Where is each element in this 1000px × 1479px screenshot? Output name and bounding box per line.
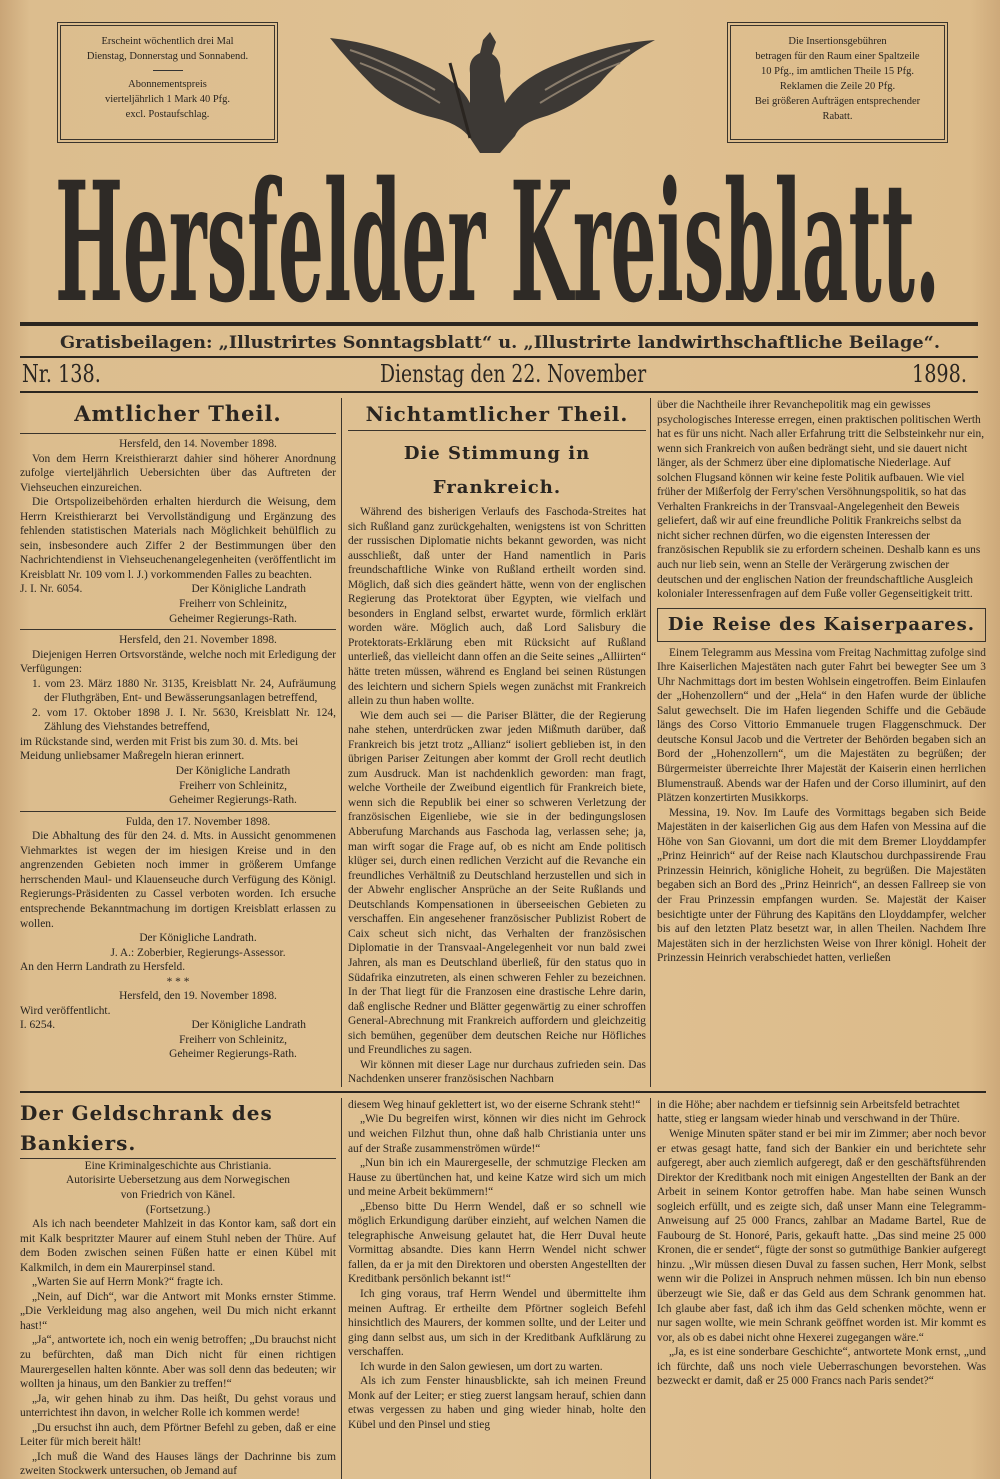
section-heading: Amtlicher Theil. xyxy=(74,401,282,426)
signature-line: Freiherr von Schleinitz, xyxy=(179,1033,287,1046)
story-title: Der Geldschrank des Bankiers. xyxy=(20,1098,336,1159)
translation-note: Autorisirte Uebersetzung aus dem Norwegischen xyxy=(66,1174,290,1187)
paragraph: „Warten Sie auf Herrn Monk?“ fragte ich. xyxy=(32,1276,224,1289)
signature-line: Der Königliche Landrath xyxy=(191,583,306,596)
divider xyxy=(20,811,336,812)
publication-days: Dienstag, Donnerstag und Sonnabend. xyxy=(86,51,249,62)
paragraph: Von dem Herrn Kreisthierarzt dahier sind höherer Anordnung zufolge vierteljährlich Uebersichten über das Auftreten der Viehseuchen einzureichen. xyxy=(20,452,336,494)
story-subtitle: Eine Kriminalgeschichte aus Christiania. xyxy=(84,1159,272,1172)
translator: von Friedrich von Känel. xyxy=(120,1188,236,1201)
paragraph: „Nun bin ich ein Maurergeselle, der schmutzige Flecken am Hause zu übertünchen hat, und keine Katze wird sich um mich und meine Arbeit bekümmern!“ xyxy=(348,1157,646,1199)
paragraph: An den Herrn Landrath zu Hersfeld. xyxy=(20,961,186,974)
paragraph: „Ja, wir gehen hinab zu ihm. Das heißt, Du gehst voraus und unterrichtest ihn davon, in welcher Rolle ich kommen werde! xyxy=(20,1392,336,1420)
official-notices xyxy=(20,437,336,1062)
lower-columns xyxy=(20,1098,986,1479)
divider xyxy=(20,1091,986,1093)
signature-line: Freiherr von Schleinitz, xyxy=(179,598,287,611)
paragraph: in die Höhe; aber nachdem er tiefsinnig sein Arbeitsfeld betrachtet hatte, stieg er langsam wieder hinab und verschwand in der Thüre. xyxy=(657,1098,960,1126)
publication-frequency: Erscheint wöchentlich drei Mal xyxy=(101,36,234,47)
supplements-text: Gratisbeilagen: „Illustrirtes Sonntagsblatt“ u. „Illustrirte landwirthschaftliche Beilage“. xyxy=(60,333,940,353)
signature-line: Der Königliche Landrath xyxy=(175,765,291,778)
paragraph: im Rückstande sind, werden mit Frist bis zum 30. d. Mts. bei Meidung unliebsamer Maßregeln hieran erinnert. xyxy=(20,735,299,763)
text-line xyxy=(20,582,336,597)
paragraph: Ich ging voraus, traf Herrn Wendel und übermittelte ihm meinen Auftrag. Er ertheilte dem Pförtner sogleich Befehl hinsichtlich des Maurers, der kommen sollte, und der Leiter und ging dann selbst aus, um sich in der Kreditbank Aufklärung zu verschaffen. xyxy=(348,1287,646,1359)
paragraph: Während des bisherigen Verlaufs des Faschoda-Streites hat sich Rußland ganz zurückgehalten, wenigstens ist von Schritten der russischen Diplomatie nichts bekannt geworden, was nicht ausschließt, daß unter der Hand namentlich in Paris freundschaftliche Winke von Rußland ertheilt worden sind. Möglich, daß sich dies geändert hätte, wenn von der englischen Regierung das Protektorat über Egypten, wie vielfach und besonders in England selbst, erwartet wurde, förmlich erklärt worden wäre. Möglich auch, daß Lord Salisbury die Protektorats-Erklärung eben mit Rücksicht auf Rußland unterließ, das vielleicht dann offen an die Seite seines „Alliirten“ hätte treten müssen, während es England bei seinen Rüstungen des leichtern und sichern Spiels wegen zunächst mit Frankreich allein zu thun haben wollte. xyxy=(348,506,646,708)
dateline: Fulda, den 17. November 1898. xyxy=(125,815,271,828)
official-section xyxy=(20,398,341,1087)
signature-line: Geheimer Regierungs-Rath. xyxy=(169,612,297,625)
section-heading: Nichtamtlicher Theil. xyxy=(348,398,646,431)
paragraph: Messina, 19. Nov. Im Laufe des Vormittags begaben sich Beide Majestäten in der kaiserlichen Gig aus dem Hafen von Messina auf die Höhe von San Giovanni, um dort die mit dem Bremer Lloyddampfer „Prinz Heinrich“ auf der Reise nach Klautschou durchpassirende Frau Prinzessin Heinrich, königliche Hoheit, zu begrüßen. Die Majestäten begaben sich an Bord des „Prinz Heinrich“, an dessen Fallreep sie von der Frau Prinzessin empfangen wurden. Se. Majestät der Kaiser besichtigte unter der Führung des Kapitäns den Lloyddampfer, welcher bis auf den letzten Platz besetzt war, in allen Theilen. Nachdem Ihre Majestäten sich in der herzlichsten Weise von Ihrer königl. Hoheit der Prinzessin Heinrich verabschiedet hatten, verließen xyxy=(657,806,986,965)
paragraph: „Ebenso bitte Du Herrn Wendel, daß er so schnell wie möglich Erkundigung darüber einzieht, auf welchen Namen die telegraphische Anweisung gelautet hat, die Herr Duval heute Vormittag absandte. Dies kann Herrn Wendel nicht schwer fallen, da er ja mit den Direktoren und obersten Angestellten der Kreditbank persönlich bekannt ist!“ xyxy=(348,1200,646,1286)
article-headline: Die Reise des Kaiserpaares. xyxy=(667,613,976,635)
rates-heading: Die Insertionsgebühren xyxy=(788,36,887,47)
story-body xyxy=(20,1217,336,1479)
subscription-label: Abonnementspreis xyxy=(128,79,207,90)
rates-line: Reklamen die Zeile 20 Pfg. xyxy=(779,81,896,92)
dateline: J. A.: Zoberbier, Regierungs-Assessor. xyxy=(110,946,286,959)
rates-line: betragen für den Raum einer Spaltzeile xyxy=(755,51,920,62)
continuation-note: (Fortsetzung.) xyxy=(145,1203,211,1216)
divider xyxy=(20,629,336,630)
paragraph: „Ich muß die Wand des Hauses längs der Dachrinne bis zum zweiten Stockwerk untersuchen, ob Jemand auf xyxy=(20,1450,336,1478)
text-line: * * * xyxy=(166,975,190,988)
article-headline: Die Stimmung in Frankreich. xyxy=(403,443,591,498)
serial-story-column-2 xyxy=(341,1098,650,1479)
story-body xyxy=(348,1098,646,1433)
article-body xyxy=(657,646,986,966)
dateline: Hersfeld, den 21. November 1898. xyxy=(119,634,277,647)
signature-line: Der Königliche Landrath xyxy=(191,1019,306,1032)
headline-box xyxy=(657,608,986,642)
dateline: Hersfeld, den 19. November 1898. xyxy=(119,990,277,1003)
paragraph: Wenige Minuten später stand er bei mir im Zimmer; aber noch bevor er etwas gesagt hatte, fand sich der Bankier ein und berichtete sehr aufgeregt, aber auch ziemlich aufgeregt, daß er den geschäftsführenden Direktor der Kreditbank noch mit einigen Angestellten der Bank an der Arbeit in seinem Kontor getroffen habe. Man habe seinen Wunsch sogleich erfüllt, und es zeigte sich, daß unser Mann eine Telegramm-Anweisung auf 25 000 Francs, zahlbar an Madame Bartel, Rue de Faubourg de St. Honoré, Paris, gekauft hatte. „Das sind meine 25 000 Kronen, die er sendet“, fügte der sonst so gutmüthige Bankier aufgeregt hinzu. „Wir müssen diesen Duval zu fassen suchen, Herr Monk, selbst wenn wir die Polizei in Anspruch nehmen müssen. Ich bin nun ebenso überzeugt wie Sie, daß er das Geld aus dem Schrank genommen hat. Ich glaube aber fast, daß ich ihm das Geld schenken möchte, wenn er nur sagen wollte, wie mein Schrank geöffnet worden ist. Mir kommt es vor, als ob es dabei nicht ohne Hexerei zugegangen wäre.“ xyxy=(657,1127,986,1344)
paragraph: Wir können mit dieser Lage nur durchaus zufrieden sein. Das Nachdenken unserer französischen Nachbarn xyxy=(348,1058,646,1086)
subscription-price: vierteljährlich 1 Mark 40 Pfg. xyxy=(104,94,231,105)
rates-line: Bei größeren Aufträgen entsprechender xyxy=(754,96,921,107)
paragraph: Diejenigen Herren Ortsvorstände, welche noch mit Erledigung der Verfügungen: xyxy=(20,648,336,676)
paragraph: „Du ersuchst ihn auch, dem Pförtner Befehl zu geben, daß er eine Leiter für mich bereit hält! xyxy=(20,1421,336,1449)
list-item: 2. vom 17. Oktober 1898 J. I. Nr. 5630, Kreisblatt Nr. 124, Zählung des Viehstandes betreffend, xyxy=(32,706,336,734)
paragraph: Wie dem auch sei — die Pariser Blätter, die der Regierung nahe stehen, unterdrücken zwar jeden Mißmuth darüber, daß Frankreich bis jetzt trotz „Allianz“ isoliert geblieben ist, in den übrigen Pariser Zeitungen aber kommt der Groll recht deutlich zum Ausdruck. Man ist nachdenklich geworden: man fragt, welche Vortheile der Zweibund eigentlich für Frankreich biete, wenn sich die Republik bei einer so schweren Verletzung der französischen Eigenliebe, wie sie in der bedingungslosen Abberufung Marchands aus Faschoda lag, verlassen sehe; ja, man wirft sogar die Frage auf, ob es nicht am Ende politisch klüger sei, durch einen redlichen Verzicht auf die Revanche ein freundliches Verhältniß zu Deutschland herzustellen und sich in der Abwehr englischer Ansprüche an der Seite Rußlands und Deutschlands Kompensationen in überseeischen Gebieten zu verschaffen. Ein angesehener französischer Publizist Robert de Caix scheut sich nicht, das Verhalten der französischen Diplomatie in der Transvaal-Angelegenheit vor nun bald zwei Jahren, als man es Deutschland überließ, für den status quo in Südafrika einzutreten, als einen schweren Fehler zu bezeichnen. In der That liegt für die Franzosen eine drastische Lehre darin, daß englische Redner und Blätter gegenwärtig zu einer schroffen General-Abrechnung mit Frankreich auffordern und gleichzeitig sich bemühen, gegenüber dem deutschen Reiche nur Höfliches und Freundliches zu sagen. xyxy=(348,709,646,1057)
paragraph: „Wie Du begreifen wirst, können wir dies nicht im Gehrock und weichen Filzhut thun, ohne daß halb Christiania unter uns auf der Straße zusammenströmen würde!“ xyxy=(348,1113,646,1155)
article-body xyxy=(348,505,646,1087)
paragraph: Die Ortspolizeibehörden erhalten hierdurch die Weisung, dem Herrn Kreisthierarzt bei Vervollständigung und Ergänzung des fehlenden statistischen Materials nach Möglichkeit behülflich zu sein, insbesondere auch Ziffer 2 der Bestimmungen über den Nachrichtendienst in Viehseuchenangelegenheiten (veröffentlicht im Kreisblatt Nr. 109 vom l. J.) vorkommenden Falles zu beachten. xyxy=(20,496,336,581)
paragraph: Die Abhaltung des für den 24. d. Mts. in Aussicht genommenen Viehmarktes ist wegen der im hiesigen Kreise und in den angrenzenden Gebieten noch immer in größerem Umfange herrschenden Maul- und Klauenseuche durch Verfügung des Königl. Regierungs-Präsidenten zu Cassel verboten worden. Ich ersuche entsprechende Bekanntmachung im dortigen Kreisblatt erlassen zu wollen. xyxy=(20,830,336,930)
reference-number: I. 6254. xyxy=(20,1019,56,1032)
paragraph: „Ja, es ist eine sonderbare Geschichte“, antwortete Monk ernst, „und ich fürchte, daß uns noch viele Ueberraschungen bevorstehen. Was bezweckt er damit, daß er 25 000 Francs nach Paris sendet?“ xyxy=(657,1346,986,1388)
paragraph: Als ich nach beendeter Mahlzeit in das Kontor kam, saß dort ein mit Kalk bespritzter Maurer auf einem Stuhl neben der Thüre. Auf dem Boden zwischen seinen Füßen hatte er einen Kübel mit Kalkmilch, in dem ein Maurerpinsel stand. xyxy=(20,1218,336,1274)
paragraph: über die Nachtheile ihrer Revanchepolitik mag ein gewisses psychologisches Interesse erregen, einen praktischen politischen Werth hat es für uns nicht. Nach aller Erfahrung tritt die Selbsteinkehr nur ein, wenn sich Frankreich von außen bedrängt sieht, und sie dauert nicht länger, als der Schmerz über eine diplomatische Niederlage. Auf solchen Flugsand können wir keine feste Politik aufbauen. Wie viel früher der Mißerfolg der Ferry'schen Versöhnungspolitik, so hat das Verhalten Frankreichs in der Transvaal-Angelegenheit den Beweis geliefert, daß wir auf eine freundliche Politik Frankreichs selbst da nicht sicher rechnen dürfen, wo die eigensten Interessen der französischen Republik sie zu erfordern scheinen. Deshalb kann es uns auch nur lieb sein, wenn an Stelle der Verärgerung zwischen der deutschen und der englischen Nation der freundschaftliche Ausgleich kolonialer Interessenfragen auf dem Fuße voller Gegenseitigkeit tritt. xyxy=(657,399,985,601)
paragraph: Ich wurde in den Salon gewiesen, um dort zu warten. xyxy=(360,1360,603,1373)
issue-number: Nr. 138. xyxy=(22,360,101,388)
unofficial-section xyxy=(341,398,650,1087)
paragraph: diesem Weg hinauf geklettert ist, wo der eiserne Schrank steht!“ xyxy=(348,1098,641,1111)
dateline: Hersfeld, den 14. November 1898. xyxy=(119,438,277,450)
upper-columns xyxy=(20,398,986,1087)
signature-line: Freiherr von Schleinitz, xyxy=(179,779,287,792)
rates-line: Rabatt. xyxy=(822,111,853,122)
third-column xyxy=(650,398,986,1087)
issue-date: Dienstag den 22. November xyxy=(380,360,647,388)
dateline: Der Königliche Landrath. xyxy=(139,932,257,945)
postage-note: excl. Postaufschlag. xyxy=(125,109,210,120)
text-line xyxy=(20,1018,336,1033)
signature-line: Geheimer Regierungs-Rath. xyxy=(169,794,297,807)
paragraph: „Nein, auf Dich“, war die Antwort mit Monks ernster Stimme. „Die Verkleidung mag also angehen, weil Du mich nicht erkannt hast!“ xyxy=(20,1290,336,1332)
divider xyxy=(20,433,336,434)
paragraph: Einem Telegramm aus Messina vom Freitag Nachmittag zufolge sind Ihre Kaiserlichen Majestäten nach guter Fahrt bei bewegter See um 3 Uhr Nachmittags dort im besten Wohlsein eingetroffen. Beim Einlaufen der „Hohenzollern“ und der „Hela“ in den Hafen wurde der übliche Salut gewechselt. Die im Hafen liegenden Schiffe und die Gebäude längs des Corso Vittorio Emmanuele trugen Flaggenschmuck. Der deutsche Konsul Jacob und die Vertreter der Behörden begaben sich an Bord der „Hohenzollern“, um die Majestäten zu begrüßen; der Bürgermeister überreichte Ihrer Majestät der Kaiserin einen herrlichen Blumenstrauß. Abends war der Hafen und der Corso illuminirt, auf den Plätzen konzertirten Musikkorps. xyxy=(657,646,986,805)
list-item: 1. vom 23. März 1880 Nr. 3135, Kreisblatt Nr. 24, Aufräumung der Fluthgräben, Ent- und Bewässerungsanlagen betreffend, xyxy=(32,677,336,705)
signature-line: Geheimer Regierungs-Rath. xyxy=(169,1048,297,1061)
rates-line: 10 Pfg., im amtlichen Theile 15 Pfg. xyxy=(761,66,914,77)
paragraph: Wird veröffentlicht. xyxy=(20,1004,111,1017)
reference-number: J. I. Nr. 6054. xyxy=(20,583,83,596)
paragraph: „Ja“, antwortete ich, noch ein wenig betroffen; „Du brauchst nicht zu befürchten, daß man Dich nicht für einen richtigen Maurergesellen halten könnte. Aber was soll denn das bedeuten; wir wollten ja hinaus, um den Bankier zu treffen!“ xyxy=(20,1334,336,1391)
issue-year: 1898. xyxy=(912,360,967,388)
story-body xyxy=(657,1098,986,1389)
title-text: Hersfelder Kreisblatt. xyxy=(55,150,940,320)
serial-story-column-3 xyxy=(650,1098,986,1479)
paragraph: Als ich zum Fenster hinausblickte, sah ich meinen Freund Monk auf der Leiter; er stieg zuerst langsam herauf, schien dann etwas vergessen zu haben und ging wieder hinab, holte den Kübel und den Pinsel und stieg xyxy=(348,1375,646,1431)
page-body xyxy=(20,0,986,1479)
serial-story xyxy=(20,1098,341,1479)
article-continuation xyxy=(657,398,986,602)
